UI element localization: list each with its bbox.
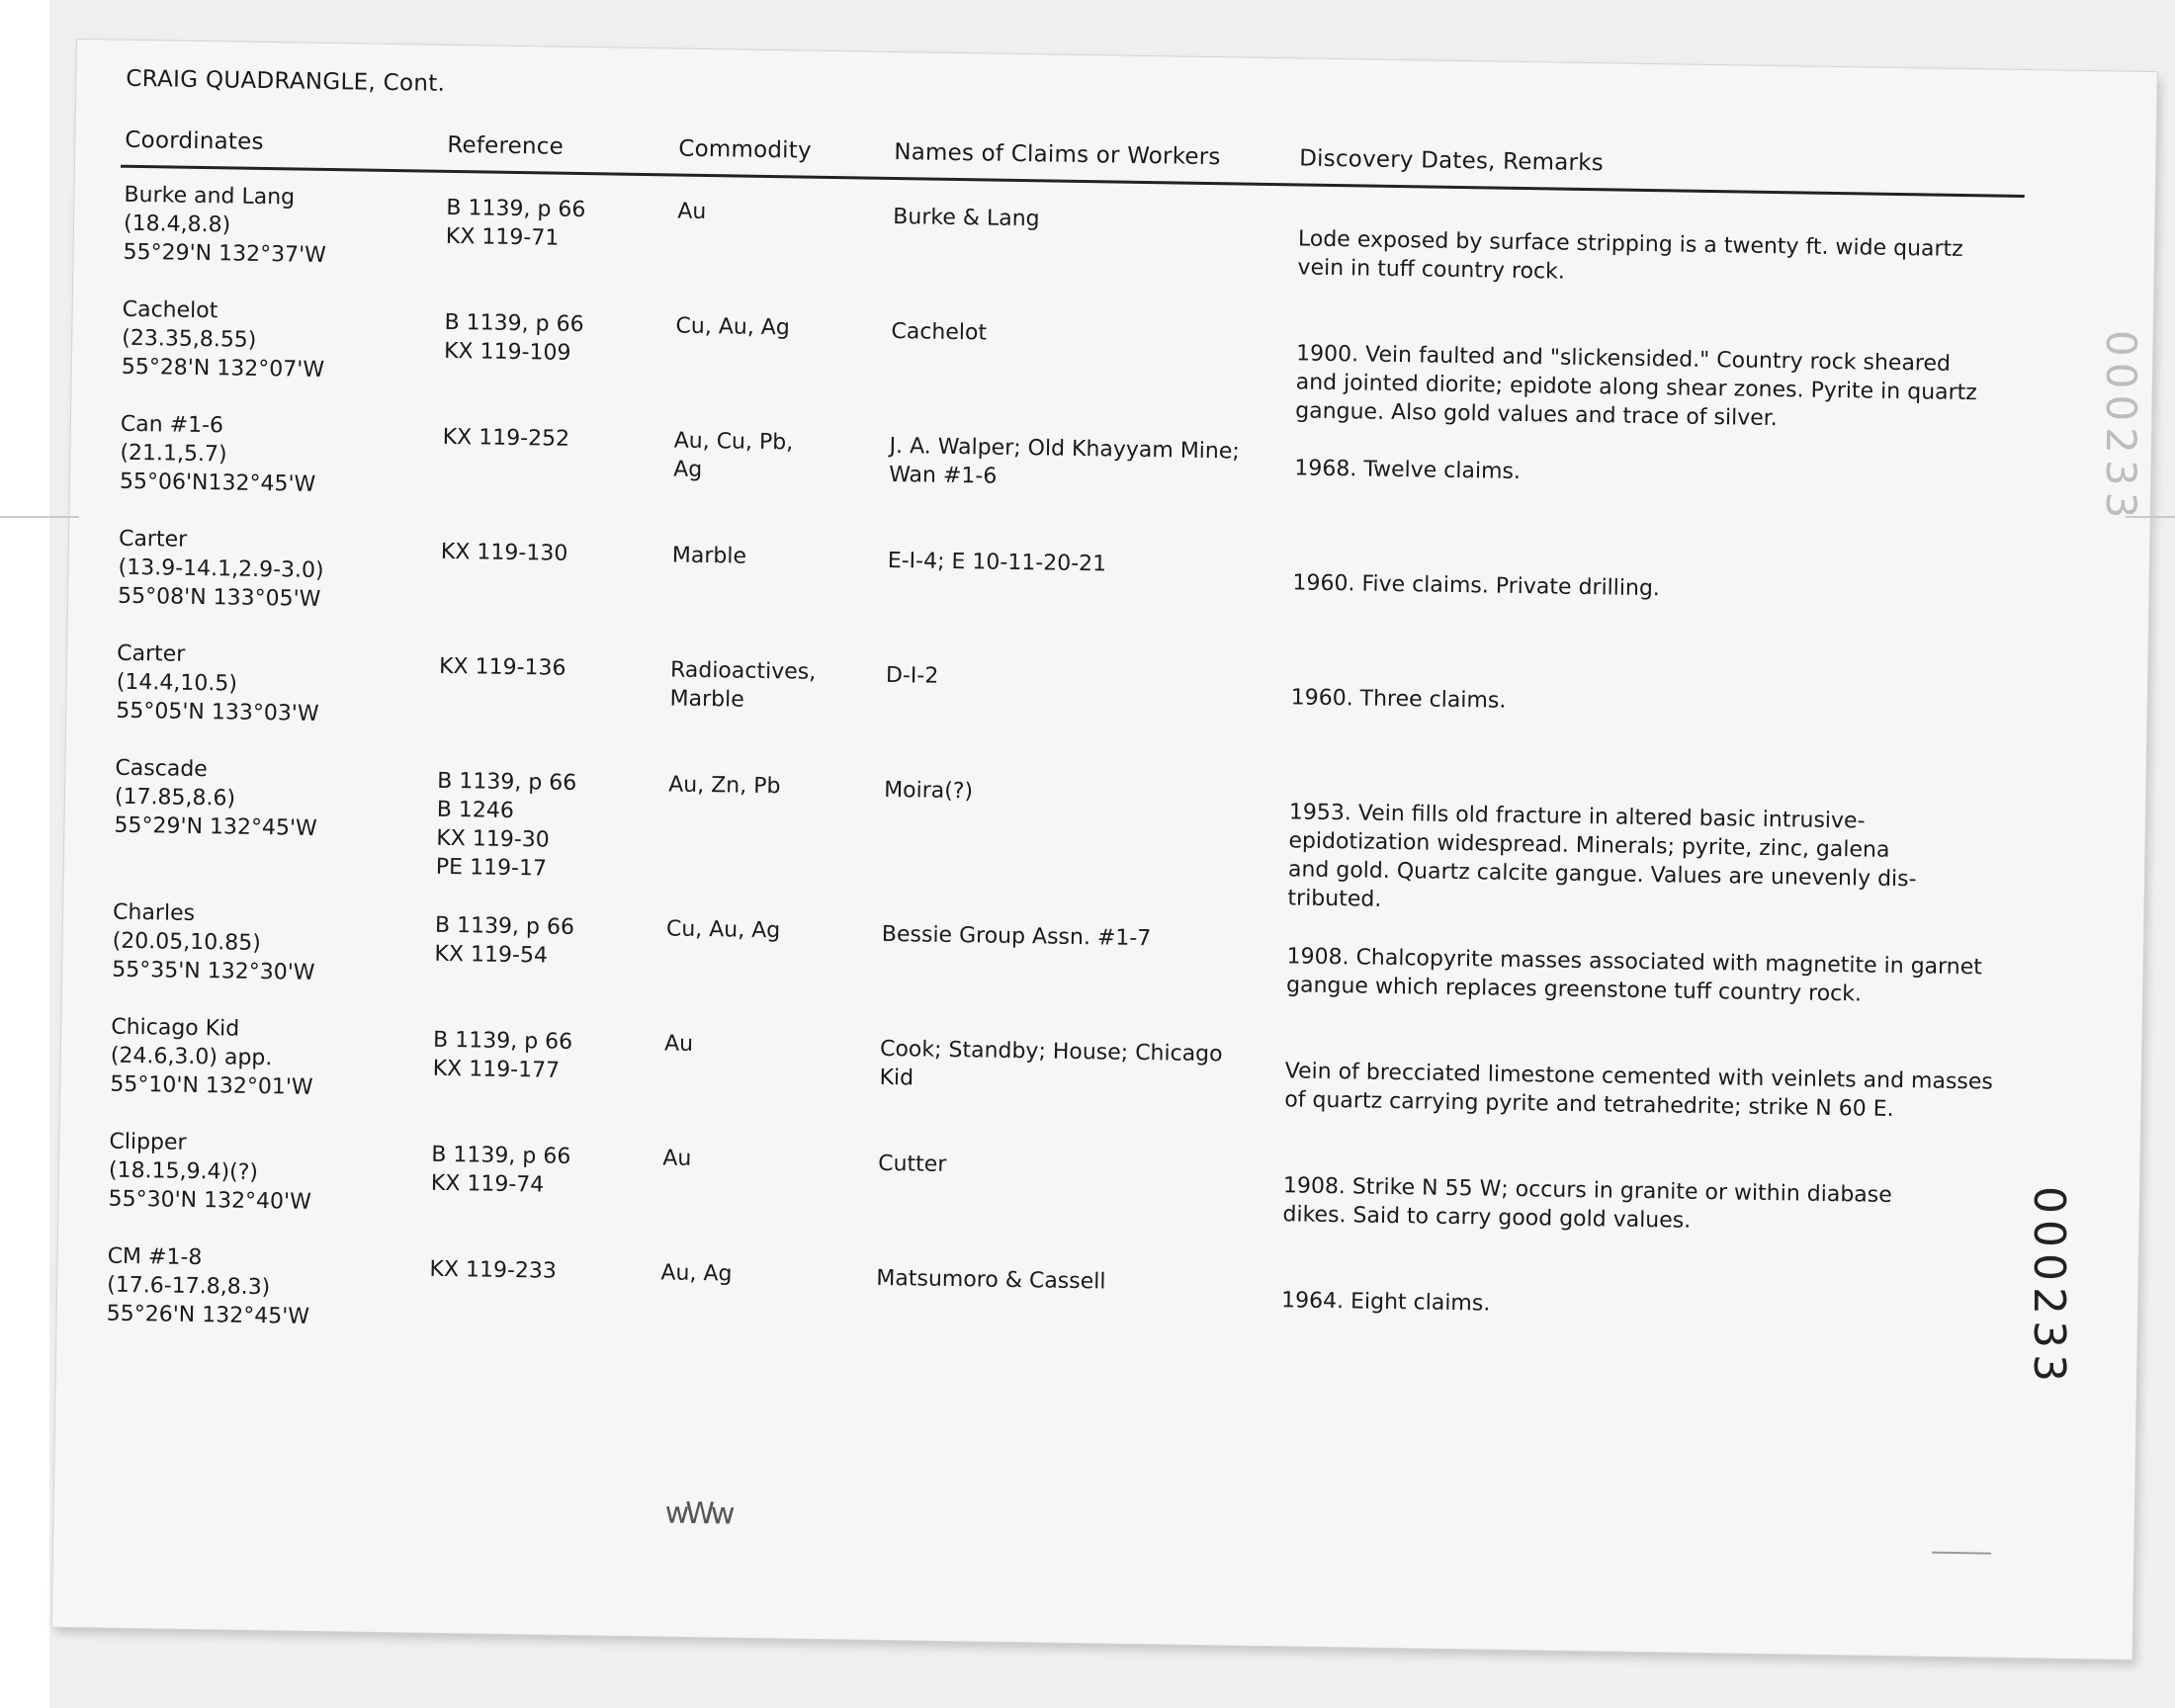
cell-coordinates: Can #1-6 (21.1,5.7) 55°06'N132°45'W (119, 411, 316, 497)
cell-reference: KX 119-233 (429, 1256, 558, 1284)
cell-coordinates: Charles (20.05,10.85) 55°35'N 132°30'W (112, 899, 315, 985)
cell-remarks: 1953. Vein fills old fracture in altered basic intrusive- epidotization widespread. Minerals; pyrite, zinc, galena and gold. Quartz calcite gangue. Values are unevenly dis- tributed. (1287, 800, 1917, 912)
cell-reference: KX 119-252 (442, 424, 570, 452)
cell-reference: B 1139, p 66 KX 119-74 (430, 1142, 571, 1198)
cell-reference: KX 119-130 (440, 539, 568, 566)
cell-remarks: 1964. Eight claims. (1280, 1288, 1491, 1317)
header-reference: Reference (447, 131, 565, 160)
cell-commodity: Au (677, 199, 707, 225)
cell-names: Moira(?) (883, 777, 974, 805)
cell-names: Cachelot (891, 318, 988, 346)
cell-remarks: 1908. Chalcopyrite masses associated with magnetite in garnet gangue which replaces greenstone tuff country rock. (1285, 944, 1983, 1007)
faint-stamp-number: 000233 (2097, 330, 2145, 525)
cell-coordinates: Cachelot (23.35,8.55) 55°28'N 132°07'W (121, 297, 325, 383)
cell-names: D-I-2 (885, 662, 939, 689)
page-title: CRAIG QUADRANGLE, Cont. (126, 65, 446, 97)
header-coordinates: Coordinates (125, 127, 264, 155)
cell-remarks: 1960. Five claims. Private drilling. (1292, 570, 1661, 602)
cell-coordinates: Clipper (18.15,9.4)(?) 55°30'N 132°40'W (108, 1129, 312, 1215)
cell-commodity: Au (662, 1146, 692, 1171)
cell-coordinates: CM #1-8 (17.6-17.8,8.3) 55°26'N 132°45'W (106, 1243, 310, 1329)
cell-commodity: Marble (671, 543, 747, 569)
cell-commodity: Au, Ag (660, 1260, 733, 1287)
cell-reference: B 1139, p 66 KX 119-177 (432, 1027, 573, 1083)
cell-remarks: 1900. Vein faulted and "slickensided." Country rock sheared and jointed diorite; epidote along shear zones. Pyrite in quartz gangue. Also gold values and trace of silver. (1295, 341, 1978, 432)
stray-mark (1932, 1552, 1991, 1555)
cell-names: Bessie Group Assn. #1-7 (881, 921, 1152, 952)
cell-commodity: Cu, Au, Ag (675, 313, 790, 341)
header-commodity: Commodity (678, 135, 812, 164)
cell-names: Cook; Standby; House; Chicago Kid (879, 1036, 1223, 1091)
cell-coordinates: Burke and Lang (18.4,8.8) 55°29'N 132°37'W (123, 182, 327, 268)
cell-coordinates: Chicago Kid (24.6,3.0) app. 55°10'N 132°01'W (110, 1014, 313, 1100)
ink-smudge: wWw (664, 1495, 732, 1532)
cell-remarks: 1968. Twelve claims. (1294, 456, 1522, 484)
cell-reference: B 1139, p 66 B 1246 KX 119-30 PE 119-17 (435, 768, 577, 882)
document-stamp-number: 000233 (2024, 1186, 2074, 1388)
cell-names: J. A. Walper; Old Khayyam Mine; Wan #1-6 (888, 433, 1240, 489)
header-remarks: Discovery Dates, Remarks (1299, 145, 1605, 177)
cell-commodity: Au (663, 1031, 694, 1057)
cell-names: Burke & Lang (893, 204, 1040, 232)
cell-reference: KX 119-136 (438, 653, 566, 681)
cell-names: Cutter (878, 1151, 947, 1177)
cell-commodity: Radioactives, Marble (669, 657, 817, 713)
scan-edge-line (0, 516, 79, 518)
cell-commodity: Cu, Au, Ag (665, 916, 781, 944)
cell-coordinates: Carter (14.4,10.5) 55°05'N 133°03'W (116, 640, 319, 726)
cell-coordinates: Cascade (17.85,8.6) 55°29'N 132°45'W (114, 755, 317, 841)
cell-remarks: 1908. Strike N 55 W; occurs in granite or within diabase dikes. Said to carry good gold values. (1282, 1173, 1892, 1234)
cell-commodity: Au, Zn, Pb (668, 772, 781, 800)
cell-coordinates: Carter (13.9-14.1,2.9-3.0) 55°08'N 133°05'W (117, 526, 324, 612)
cell-reference: B 1139, p 66 KX 119-109 (443, 309, 584, 366)
cell-remarks: Lode exposed by surface stripping is a twenty ft. wide quartz vein in tuff country rock. (1297, 226, 1963, 285)
cell-commodity: Au, Cu, Pb, Ag (673, 428, 794, 482)
document-sheet (52, 40, 2157, 1660)
cell-reference: B 1139, p 66 KX 119-54 (434, 912, 575, 969)
cell-names: Matsumoro & Cassell (876, 1265, 1106, 1295)
header-names: Names of Claims or Workers (894, 138, 1221, 171)
cell-remarks: Vein of brecciated limestone cemented with veinlets and masses of quartz carrying pyrite and tetrahedrite; strike N 60 E. (1284, 1059, 1994, 1122)
cell-remarks: 1960. Three claims. (1290, 685, 1507, 714)
cell-reference: B 1139, p 66 KX 119-71 (445, 195, 586, 251)
cell-names: E-I-4; E 10-11-20-21 (887, 548, 1107, 577)
